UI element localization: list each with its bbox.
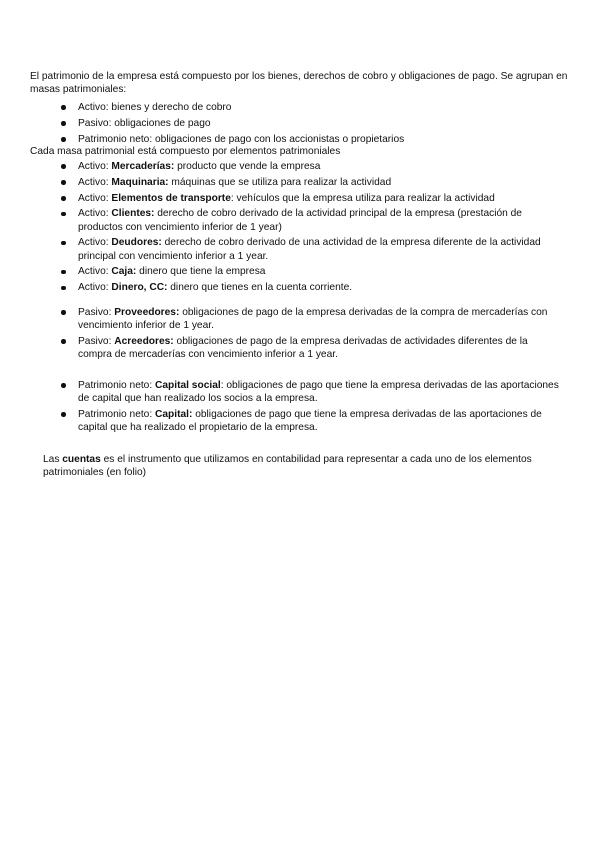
term: Deudores: [111, 237, 162, 249]
list-item: Patrimonio neto: obligaciones de pago con los accionistas o propietarios [60, 133, 560, 146]
intro-paragraph: El patrimonio de la empresa está compuesto por los bienes, derechos de cobro y obligaciones de pago. Se agrupan en masas patrimoniales: [30, 71, 568, 96]
term: Capital: [155, 409, 193, 420]
masas-list [60, 101, 560, 148]
list-item: Pasivo: Acreedores: obligaciones de pago de la empresa derivadas de actividades diferentes de la compra de mercaderías con vencimiento inferior a 1 year. [60, 335, 560, 361]
pasivo-list [60, 306, 560, 364]
term: Clientes: [111, 208, 155, 220]
activo-list [60, 160, 560, 297]
term: Proveedores: [114, 307, 180, 318]
patrimonio-list [60, 379, 560, 437]
list-item: Activo: Clientes: derecho de cobro derivado de la actividad principal de la empresa (prestación de productos con vencimiento inferior de 1 year) [60, 207, 560, 233]
term: cuentas [62, 454, 101, 465]
list-item: Patrimonio neto: Capital social: obligaciones de pago que tiene la empresa derivadas de las aportaciones de capital que han realizado los socios a la empresa. [60, 379, 560, 405]
term: Mercaderías: [111, 161, 175, 172]
list-item: Activo: Caja: dinero que tiene la empresa [60, 265, 560, 278]
elements-paragraph: Cada masa patrimonial está compuesto por elementos patrimoniales [30, 146, 341, 157]
list-item: Activo: Elementos de transporte: vehículos que la empresa utiliza para realizar la actividad [60, 192, 560, 205]
list-item: Activo: Maquinaria: máquinas que se utiliza para realizar la actividad [60, 176, 560, 189]
cuentas-paragraph: Las cuentas es el instrumento que utilizamos en contabilidad para representar a cada uno de los elementos patrimoniales (en folio) [43, 454, 532, 479]
term: Maquinaria: [111, 176, 169, 188]
term: Dinero, CC: [111, 282, 168, 294]
list-item: Patrimonio neto: Capital: obligaciones de pago que tiene la empresa derivadas de las aportaciones de capital que ha realizado el propietario de la empresa. [60, 408, 560, 434]
list-item: Pasivo: Proveedores: obligaciones de pago de la empresa derivadas de la compra de mercaderías con vencimiento inferior de 1 year. [60, 306, 560, 332]
list-item: Activo: Mercaderías: producto que vende la empresa [60, 160, 560, 173]
term: Capital social [155, 380, 221, 391]
term: Acreedores: [114, 336, 174, 347]
list-item: Activo: Deudores: derecho de cobro derivado de una actividad de la empresa diferente de la actividad principal con vencimiento inferior a 1 year. [60, 236, 560, 262]
list-item: Activo: Dinero, CC: dinero que tienes en la cuenta corriente. [60, 281, 560, 294]
list-item: Pasivo: obligaciones de pago [60, 117, 560, 130]
list-item: Activo: bienes y derecho de cobro [60, 101, 560, 114]
term: Caja: [111, 266, 137, 278]
term: Elementos de transporte [111, 192, 231, 204]
